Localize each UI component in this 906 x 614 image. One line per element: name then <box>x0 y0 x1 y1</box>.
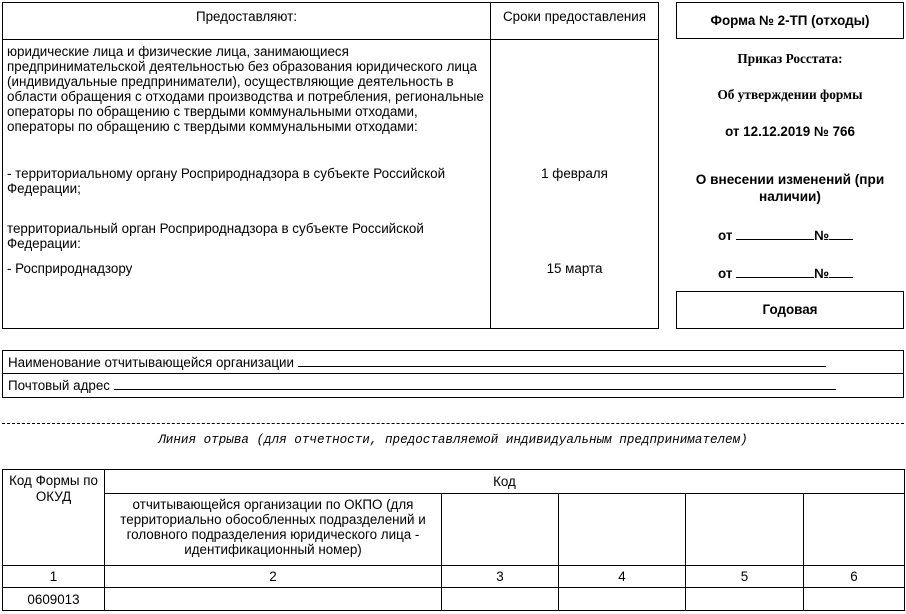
tear-line <box>2 423 904 424</box>
column-number-4: 4 <box>559 566 686 588</box>
okpo-header-cell <box>105 494 442 566</box>
providers-table <box>2 2 659 329</box>
code-subheader-6 <box>804 494 905 566</box>
postal-address-input[interactable] <box>114 378 836 390</box>
code-subheader-3 <box>442 494 559 566</box>
column-number-5: 5 <box>686 566 804 588</box>
number-sign-2: № <box>814 266 830 281</box>
date-blank-2[interactable] <box>736 266 814 278</box>
tear-line-label: Линия отрыва (для отчетности, предоставляемой индивидуальным предпринимателем) <box>158 433 748 447</box>
code-value-6[interactable] <box>804 588 905 611</box>
header-when: Сроки предоставления <box>502 9 647 24</box>
okpo-value-cell[interactable] <box>105 588 442 611</box>
okud-value: 0609013 <box>3 588 105 611</box>
okud-header-cell <box>3 470 105 566</box>
date-blank-1[interactable] <box>736 228 814 240</box>
okud-header: Код Формы по ОКУД <box>9 473 98 504</box>
code-header: Код <box>493 474 516 489</box>
code-header-cell <box>105 470 905 494</box>
providers-intro: юридические лица и физические лица, занимающиеся предпринимательской деятельностью без образования юридического лица (индивидуальные предприниматели), осуществляющие деятельность в области обращения с отходами производства и потребления, региональные операторы по обращению с твердыми коммунальными отходами, операторы по обращению с твердыми коммунальными отходами: <box>7 44 484 134</box>
org-name-row <box>8 355 898 370</box>
column-number-2: 2 <box>105 566 442 588</box>
org-name-label: Наименование отчитывающейся организации <box>8 355 294 370</box>
postal-address-row <box>8 378 898 393</box>
org-name-input[interactable] <box>298 355 826 367</box>
approval-label: Об утверждении формы <box>717 87 863 102</box>
code-subheader-5 <box>686 494 804 566</box>
from-label-2: от <box>718 266 733 281</box>
column-number-1: 1 <box>3 566 105 588</box>
order-date: от 12.12.2019 № 766 <box>725 124 855 139</box>
periodicity-box <box>676 291 904 329</box>
changes-label: О внесении изменений (при наличии) <box>695 172 885 204</box>
provider-item-1-deadline: 1 февраля <box>541 166 608 181</box>
number-sign-1: № <box>814 228 830 243</box>
form-title-box <box>676 2 904 39</box>
code-value-5[interactable] <box>686 588 804 611</box>
order-label: Приказ Росстата: <box>737 51 843 66</box>
providers-intro-2: территориальный орган Росприроднадзора в субъекте Российской Федерации: <box>7 221 424 251</box>
okpo-header: отчитывающейся организации по ОКПО (для территориально обособленных подразделений и головного подразделения юридического лица - идентификационный номер) <box>120 497 426 557</box>
change-line-1 <box>718 228 878 243</box>
org-info-table <box>2 350 904 398</box>
codes-table <box>2 469 905 611</box>
form-title: Форма № 2-ТП (отходы) <box>710 13 870 28</box>
code-value-4[interactable] <box>559 588 686 611</box>
from-label-1: от <box>718 228 733 243</box>
org-info-row-divider <box>3 373 903 374</box>
code-subheader-4 <box>559 494 686 566</box>
provider-item-2: - Росприроднадзору <box>7 261 133 276</box>
provider-item-2-deadline: 15 марта <box>546 261 603 276</box>
code-value-3[interactable] <box>442 588 559 611</box>
number-blank-2[interactable] <box>829 266 853 278</box>
postal-address-label: Почтовый адрес <box>8 378 110 393</box>
provider-item-1: - территориальному органу Росприроднадзора в субъекте Российской Федерации; <box>7 166 446 196</box>
column-number-6: 6 <box>804 566 905 588</box>
column-number-3: 3 <box>442 566 559 588</box>
number-blank-1[interactable] <box>829 228 853 240</box>
periodicity: Годовая <box>762 302 818 317</box>
header-who: Предоставляют: <box>195 9 298 24</box>
change-line-2 <box>718 266 878 281</box>
